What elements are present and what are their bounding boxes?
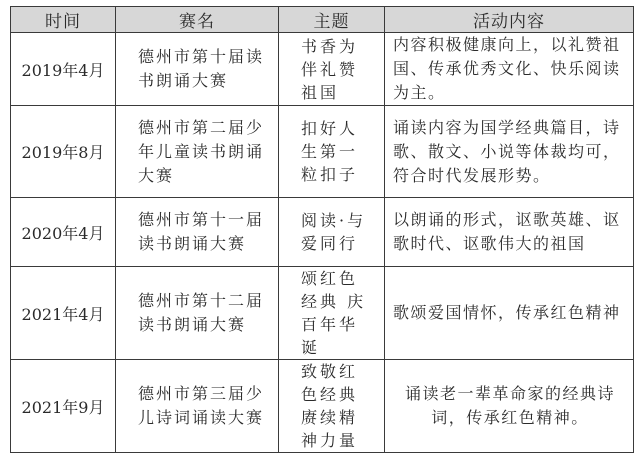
cell-content: 内容积极健康向上，以礼赞祖国、传承优秀文化、快乐阅读为主。 xyxy=(385,33,634,106)
table-row xyxy=(11,33,634,106)
header-theme: 主题 xyxy=(279,7,385,33)
cell-theme: 扣好人生第一粒扣子 xyxy=(279,106,385,198)
header-activity-content: 活动内容 xyxy=(385,7,634,33)
cell-theme: 致敬红色经典 赓续精神力量 xyxy=(279,360,385,453)
table-row xyxy=(11,360,634,453)
header-time: 时间 xyxy=(11,7,116,33)
table-row xyxy=(11,198,634,267)
header-contest-name: 赛名 xyxy=(116,7,279,33)
cell-content: 诵读老一辈革命家的经典诗词，传承红色精神。 xyxy=(385,360,634,453)
cell-contest-name: 德州市第十一届读书朗诵大赛 xyxy=(116,198,279,267)
cell-date: 2019年4月 xyxy=(11,33,116,106)
cell-date: 2019年8月 xyxy=(11,106,116,198)
table-row xyxy=(11,267,634,360)
activities-table xyxy=(10,6,634,453)
cell-contest-name: 德州市第三届少儿诗词诵读大赛 xyxy=(116,360,279,453)
activities-table-container xyxy=(10,6,633,450)
cell-contest-name: 德州市第十二届读书朗诵大赛 xyxy=(116,267,279,360)
cell-contest-name: 德州市第二届少年儿童读书朗诵大赛 xyxy=(116,106,279,198)
table-row xyxy=(11,106,634,198)
cell-date: 2021年9月 xyxy=(11,360,116,453)
cell-theme: 颂红色经典 庆百年华诞 xyxy=(279,267,385,360)
cell-content: 以朗诵的形式，讴歌英雄、讴歌时代、讴歌伟大的祖国 xyxy=(385,198,634,267)
cell-theme: 阅读·与爱同行 xyxy=(279,198,385,267)
cell-date: 2021年4月 xyxy=(11,267,116,360)
cell-date: 2020年4月 xyxy=(11,198,116,267)
cell-content: 歌颂爱国情怀，传承红色精神 xyxy=(385,267,634,360)
cell-contest-name: 德州市第十届读书朗诵大赛 xyxy=(116,33,279,106)
cell-theme: 书香为伴礼赞祖国 xyxy=(279,33,385,106)
table-header-row xyxy=(11,7,634,33)
cell-content: 诵读内容为国学经典篇目，诗歌、散文、小说等体裁均可，符合时代发展形势。 xyxy=(385,106,634,198)
